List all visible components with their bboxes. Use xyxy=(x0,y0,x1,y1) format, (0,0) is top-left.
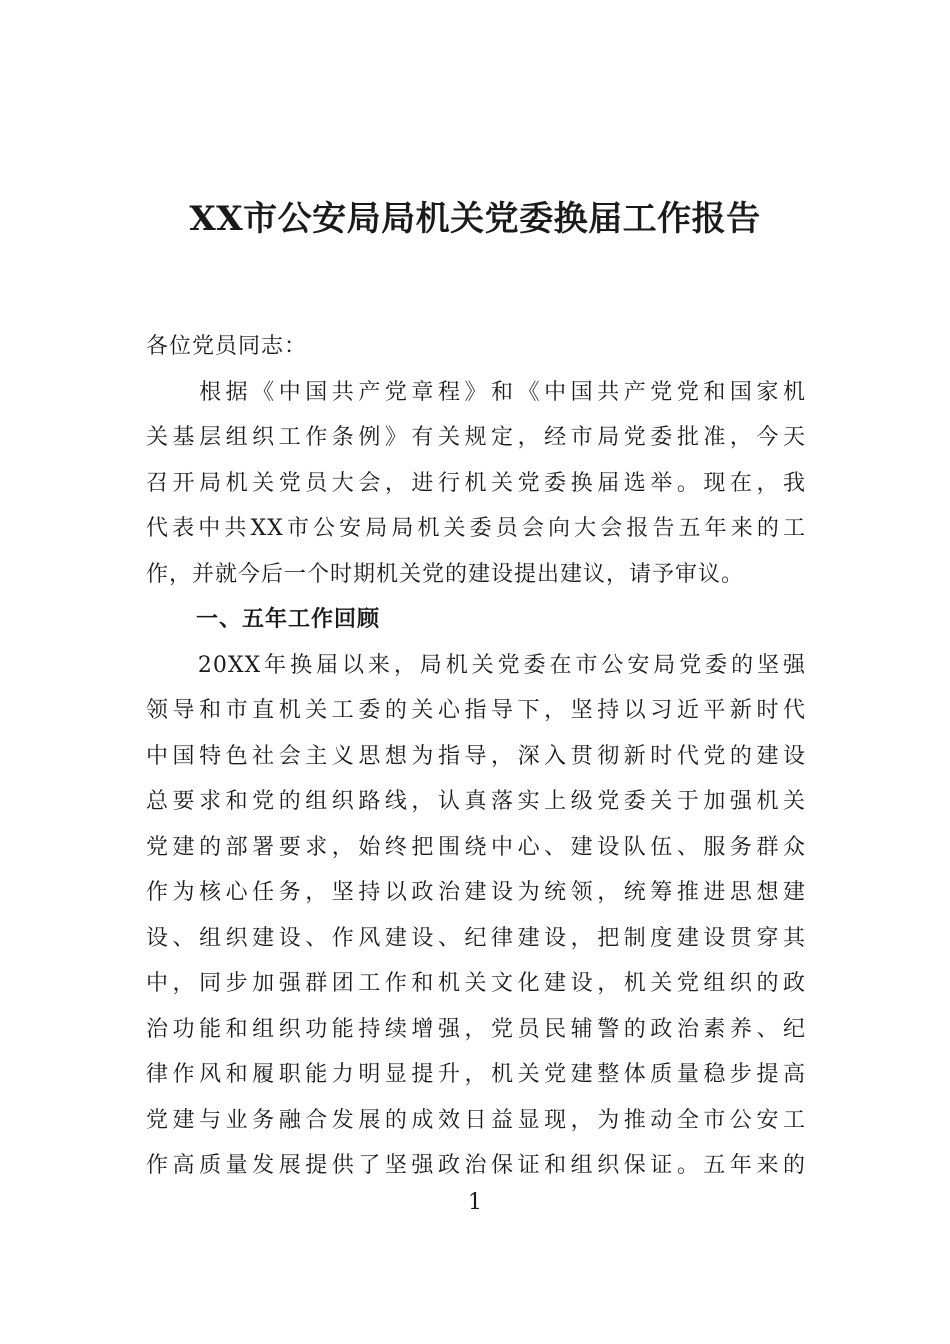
paragraph-line: 党建与业务融合发展的成效日益显现，为推动全市公安工 xyxy=(146,1107,806,1133)
paragraph-line: 领导和市直机关工委的关心指导下，坚持以习近平新时代 xyxy=(146,698,806,723)
paragraph-line: 作高质量发展提供了坚强政治保证和组织保证。五年来的 xyxy=(146,1153,806,1178)
paragraph-line: 设、组织建设、作风建设、纪律建设，把制度建设贯穿其 xyxy=(146,925,806,951)
document-title: XX市公安局局机关党委换届工作报告 xyxy=(189,199,761,239)
paragraph-line: 作，并就今后一个时期机关党的建设提出建议，请予审议。 xyxy=(146,561,745,587)
paragraph-line: 党建的部署要求，始终把围绕中心、建设队伍、服务群众 xyxy=(146,834,806,860)
paragraph-line: 中，同步加强群团工作和机关文化建设，机关党组织的政 xyxy=(146,971,806,996)
paragraph-line: 总要求和党的组织路线，认真落实上级党委关于加强机关 xyxy=(146,789,806,814)
paragraph-line: 关基层组织工作条例》有关规定，经市局党委批准，今天 xyxy=(146,425,806,450)
paragraph-line: 代表中共XX市公安局局机关委员会向大会报告五年来的工 xyxy=(146,516,806,541)
section-heading: 一、五年工作回顾 xyxy=(196,607,381,632)
page-number: 1 xyxy=(468,1190,482,1215)
paragraph-line: 召开局机关党员大会，进行机关党委换届选举。现在，我 xyxy=(146,470,806,496)
paragraph-line: 20XX年换届以来，局机关党委在市公安局党委的坚强 xyxy=(146,652,806,678)
paragraph-line: 中国特色社会主义思想为指导，深入贯彻新时代党的建设 xyxy=(146,743,806,769)
paragraph-line: 作为核心任务，坚持以政治建设为统领，统筹推进思想建 xyxy=(146,880,806,905)
paragraph-line: 律作风和履职能力明显提升，机关党建整体质量稳步提高 xyxy=(146,1062,806,1087)
paragraph-line: 根据《中国共产党章程》和《中国共产党党和国家机 xyxy=(146,379,806,405)
salutation: 各位党员同志： xyxy=(146,334,308,359)
document-body xyxy=(146,324,806,1189)
paragraph-line: 治功能和组织功能持续增强，党员民辅警的政治素养、纪 xyxy=(146,1016,806,1042)
